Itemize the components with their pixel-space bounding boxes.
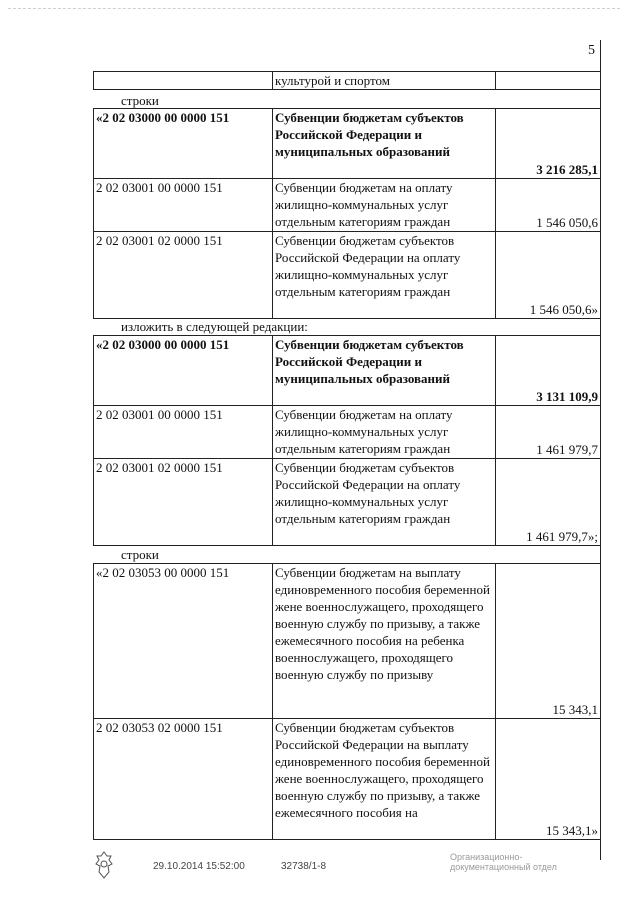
name-cell: Субвенции бюджетам субъектов Российской Федерации и муниципальных образований <box>273 336 496 406</box>
name-cell: Субвенции бюджетам субъектов Российской Федерации и муниципальных образований <box>273 109 496 179</box>
coat-of-arms-icon <box>93 850 115 880</box>
name-cell: культурой и спортом <box>273 72 496 90</box>
section-label: строки <box>121 547 159 562</box>
code-cell: «2 02 03000 00 0000 151 <box>94 109 273 179</box>
section-label: строки <box>121 93 159 108</box>
table-row <box>94 459 601 546</box>
name-cell: Субвенции бюджетам субъектов Российской Федерации на оплату жилищно-коммунальных услуг отдельным категориям граждан <box>273 232 496 319</box>
name-cell: Субвенции бюджетам субъектов Российской Федерации на оплату жилищно-коммунальных услуг отдельным категориям граждан <box>273 459 496 546</box>
amount-cell: 15 343,1» <box>496 719 601 840</box>
code-cell: 2 02 03053 02 0000 151 <box>94 719 273 840</box>
table-row <box>94 232 601 319</box>
table-row <box>94 406 601 459</box>
amount-cell: 15 343,1 <box>496 564 601 719</box>
name-cell: Субвенции бюджетам на оплату жилищно-коммунальных услуг отдельным категориям граждан <box>273 406 496 459</box>
continuation-table <box>93 71 601 90</box>
code-cell: 2 02 03001 00 0000 151 <box>94 179 273 232</box>
code-cell: «2 02 03000 00 0000 151 <box>94 336 273 406</box>
footer-department: Организационно-документационный отдел <box>450 852 557 872</box>
table-row <box>94 72 601 90</box>
amount-cell: 1 546 050,6» <box>496 232 601 319</box>
table-row <box>94 109 601 179</box>
table-row <box>94 179 601 232</box>
code-cell: 2 02 03001 02 0000 151 <box>94 459 273 546</box>
amount-cell: 1 461 979,7»; <box>496 459 601 546</box>
name-cell: Субвенции бюджетам на оплату жилищно-коммунальных услуг отдельным категориям граждан <box>273 179 496 232</box>
code-cell <box>94 72 273 90</box>
amount-cell: 3 216 285,1 <box>496 109 601 179</box>
table-row <box>94 336 601 406</box>
code-cell: 2 02 03001 00 0000 151 <box>94 406 273 459</box>
table-row <box>94 564 601 719</box>
table-row <box>94 719 601 840</box>
name-cell: Субвенции бюджетам субъектов Российской Федерации на выплату единовременного пособия беременной жене военнослужащего, проходящего военную службу по призыву, а также ежемесячного пособия на <box>273 719 496 840</box>
scan-artifact-line <box>8 8 620 13</box>
amount-cell: 3 131 109,9 <box>496 336 601 406</box>
table-old <box>93 108 601 319</box>
amount-cell <box>496 72 601 90</box>
table-benefits <box>93 563 601 840</box>
amount-cell: 1 546 050,6 <box>496 179 601 232</box>
footer-datetime: 29.10.2014 15:52:00 <box>153 861 245 872</box>
page-number: 5 <box>588 43 595 58</box>
code-cell: «2 02 03053 00 0000 151 <box>94 564 273 719</box>
section-label: изложить в следующей редакции: <box>121 319 308 334</box>
code-cell: 2 02 03001 02 0000 151 <box>94 232 273 319</box>
footer-doc-id: 32738/1-8 <box>281 861 327 872</box>
amount-cell: 1 461 979,7 <box>496 406 601 459</box>
table-new <box>93 335 601 546</box>
name-cell: Субвенции бюджетам на выплату единовременного пособия беременной жене военнослужащего, проходящего военную службу по призыву, а также ежемесячного пособия на ребенка военнослужащего, проходящего военную службу по призыву <box>273 564 496 719</box>
